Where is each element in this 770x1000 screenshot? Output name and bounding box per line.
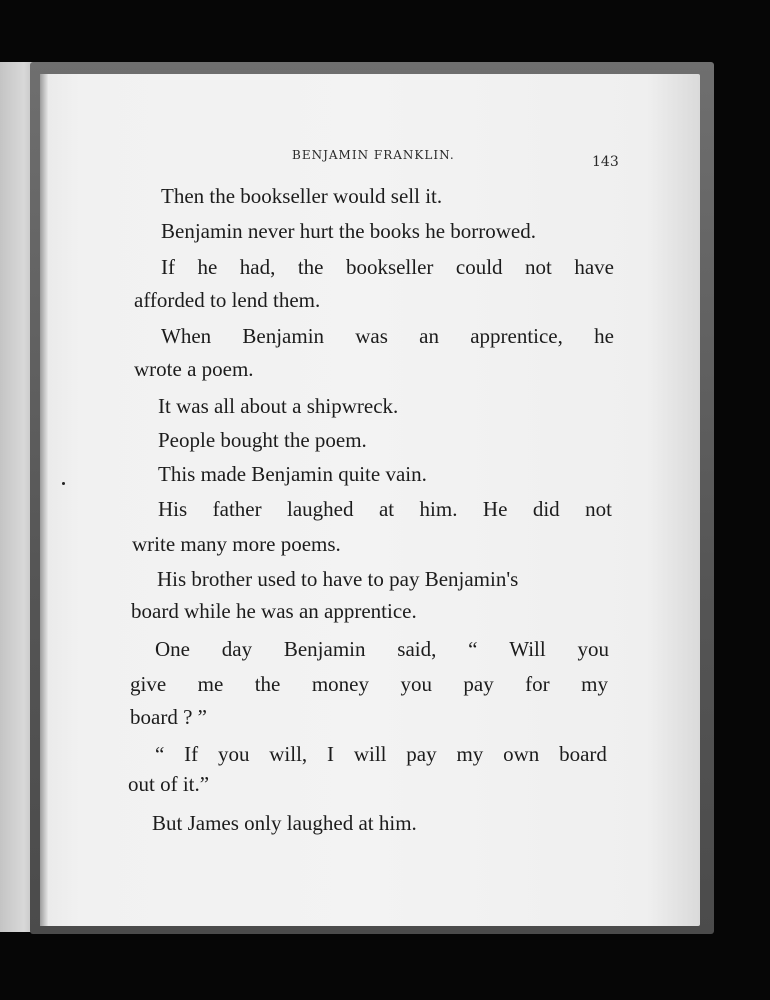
text-line-6: wrote a poem.: [134, 357, 254, 381]
text-line-1: Then the bookseller would sell it.: [161, 184, 443, 208]
text-line-17: “ If you will, I will pay my own board: [155, 742, 607, 766]
paper-speck: [62, 482, 65, 485]
text-line-9: This made Benjamin quite vain.: [158, 462, 427, 486]
text-line-7: It was all about a shipwreck.: [158, 394, 399, 418]
page-gutter: [40, 74, 48, 926]
page-number: 143: [592, 154, 619, 170]
text-line-5: When Benjamin was an apprentice, he: [161, 324, 614, 348]
text-line-8: People bought the poem.: [158, 428, 367, 452]
text-line-13: board while he was an apprentice.: [131, 599, 417, 623]
text-line-2: Benjamin never hurt the books he borrowed.: [161, 219, 536, 243]
text-line-12: His brother used to have to pay Benjamin's: [157, 567, 519, 591]
text-line-11: write many more poems.: [132, 532, 341, 556]
text-line-19: But James only laughed at him.: [152, 811, 417, 835]
text-line-14: One day Benjamin said, “ Will you: [155, 637, 609, 661]
text-line-18: out of it.”: [128, 772, 210, 796]
text-line-10: His father laughed at him. He did not: [158, 497, 612, 521]
text-line-3: If he had, the bookseller could not have: [161, 255, 614, 279]
running-title: BENJAMIN FRANKLIN.: [292, 148, 455, 162]
text-line-15: give me the money you pay for my: [130, 672, 608, 696]
text-line-4: afforded to lend them.: [134, 288, 321, 312]
text-line-16: board ? ”: [130, 705, 207, 729]
